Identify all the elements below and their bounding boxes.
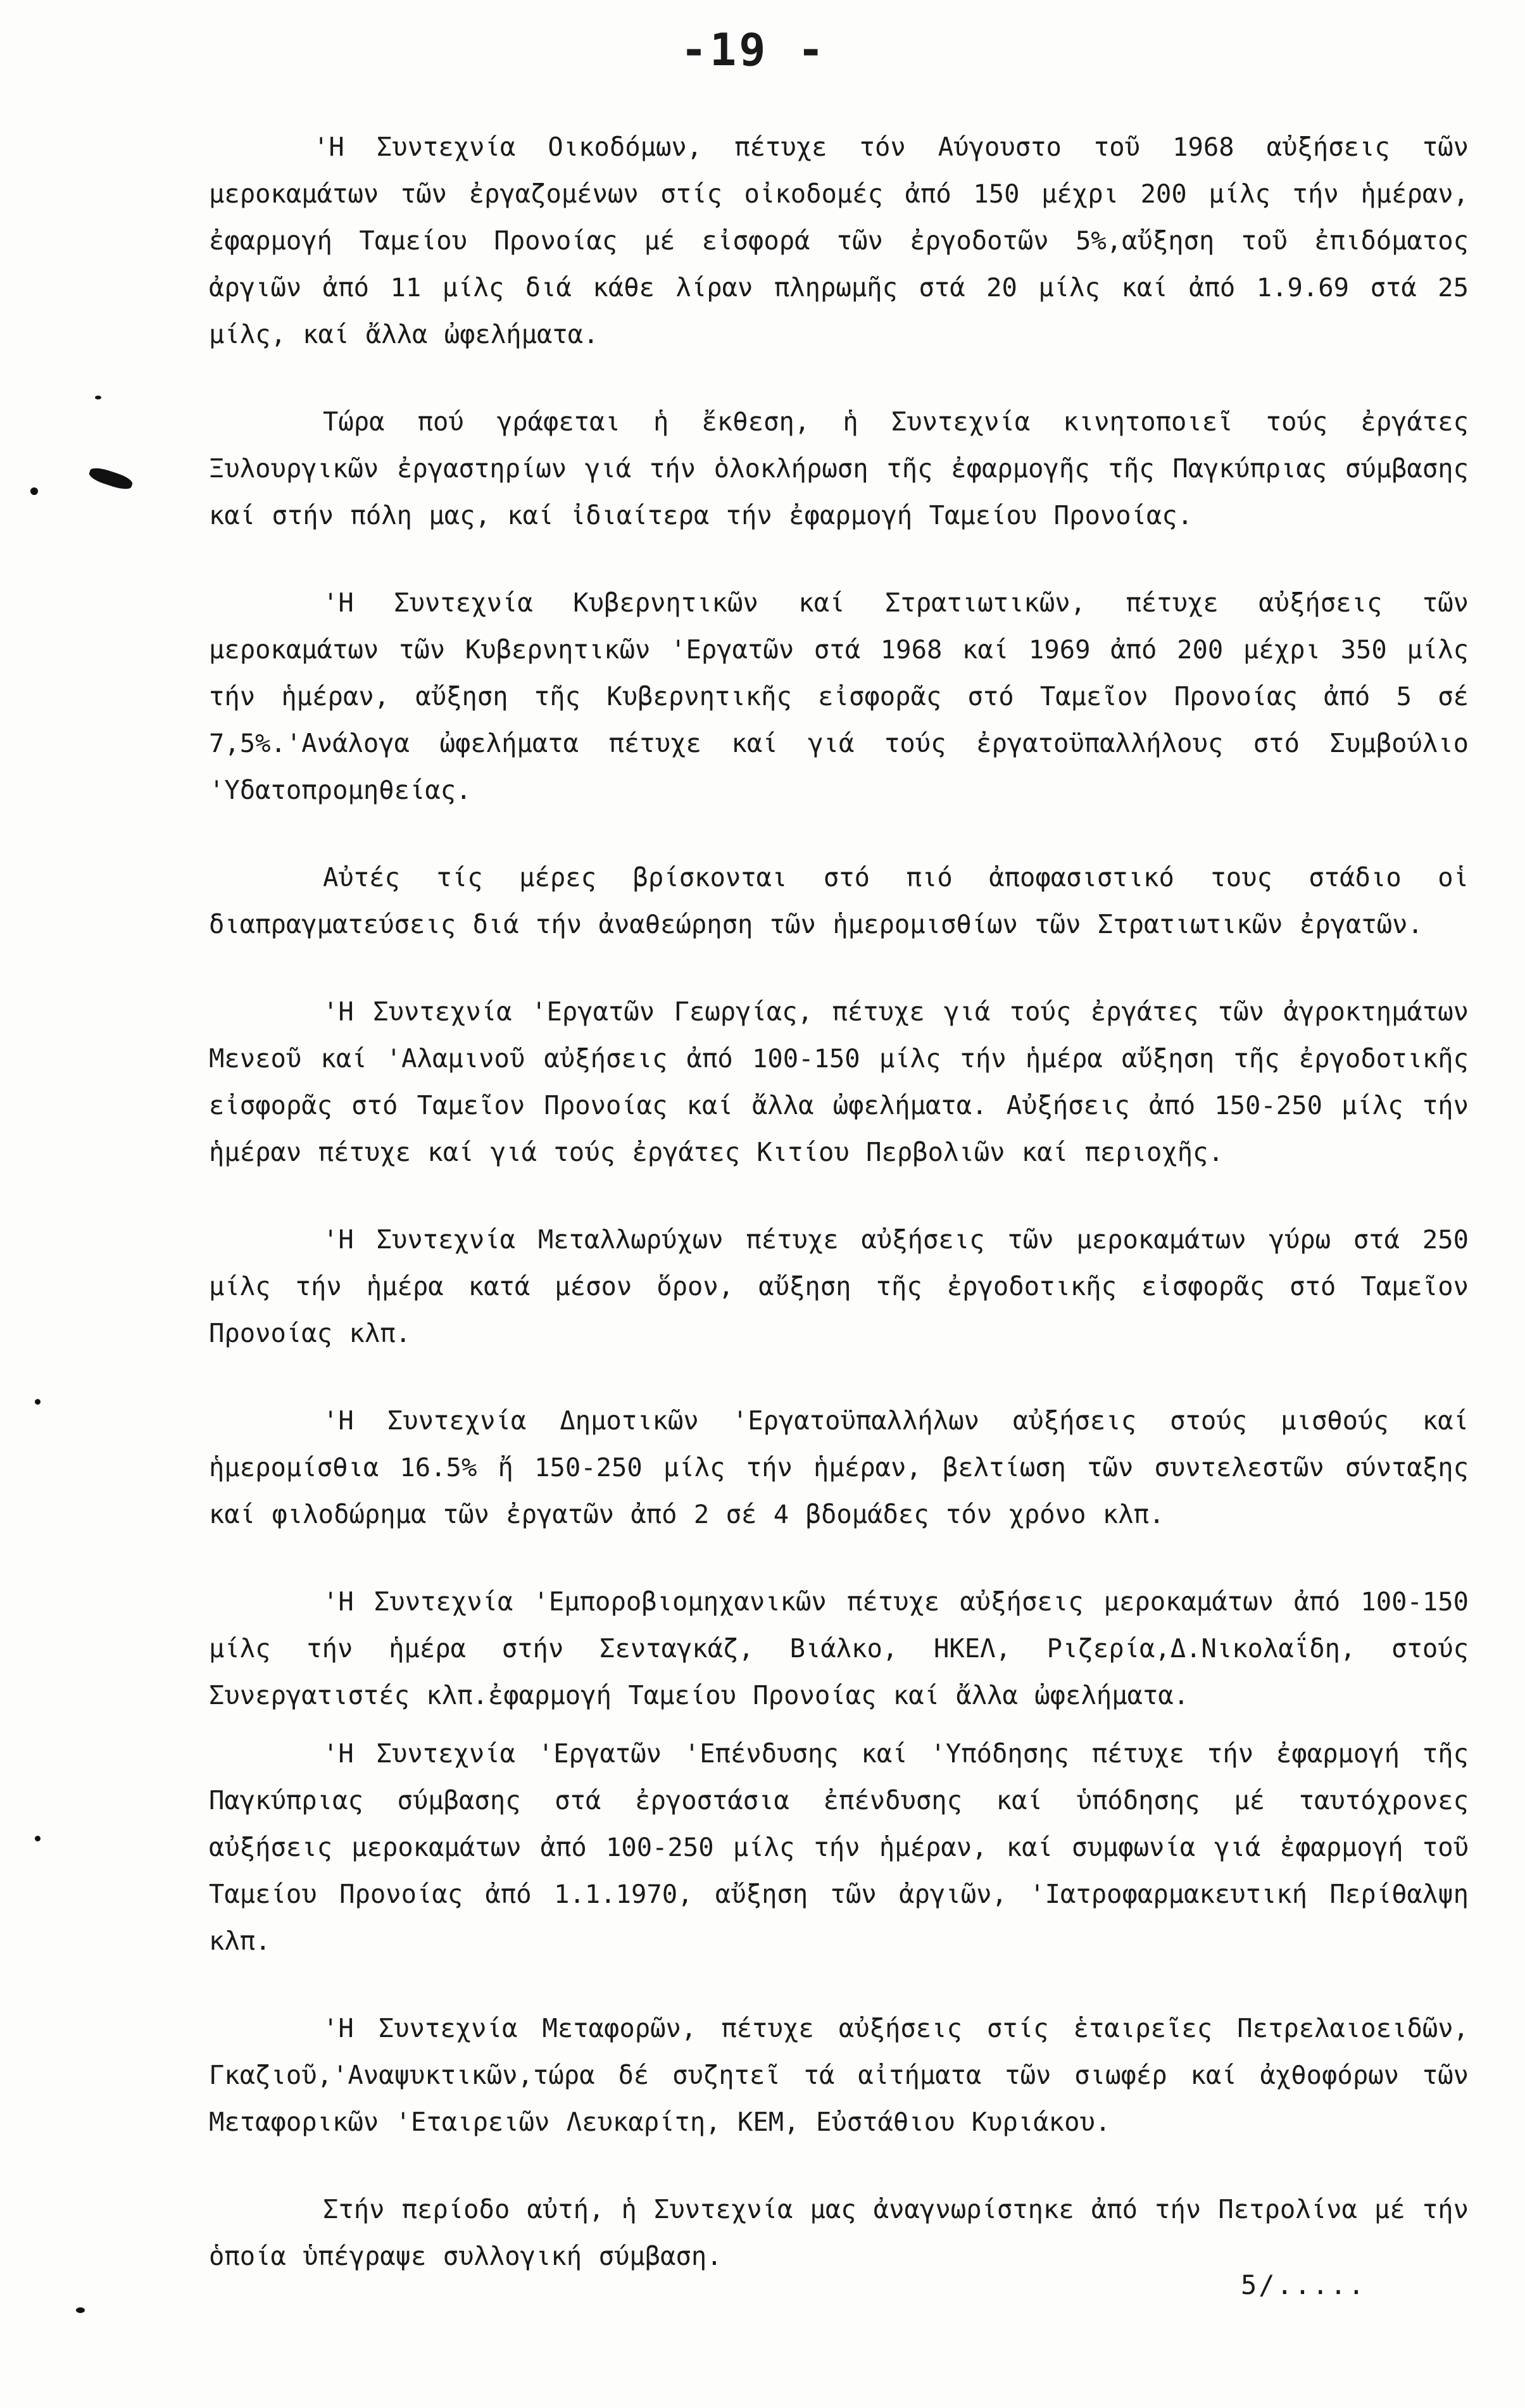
continuation-marker: 5/.....: [1241, 2269, 1367, 2300]
paragraph-military-workers-negotiations: Αὐτές τίς μέρες βρίσκονται στό πιό ἀποφασιστικό τους στάδιο οἱ διαπραγματεύσεις διά τήν ἀναθεώρηση τῶν ἡμερομισθίων τῶν Στρατιωτικῶν ἐργατῶν.: [209, 862, 1469, 939]
page-number: -19 -: [681, 24, 827, 76]
paragraph-clothing-footwear-union: 'Η Συντεχνία 'Εργατῶν 'Επένδυσης καί 'Υπόδησης πέτυχε τήν ἐφαρμογή τῆς Παγκύπριας σύμβασης στά ἐργοστάσια ἐπένδυσης καί ὑπόδησης μέ ταυτόχρονες αὐξήσεις μεροκαμάτων ἀπό 100-250 μίλς τήν ἡμέραν, καί συμφωνία γιά ἐφαρμογή τοῦ Ταμείου Προνοίας ἀπό 1.1.1970, αὔξηση τῶν ἀργιῶν, 'Ιατροφαρμακευτική Περίθαλψη κλπ.: [209, 1738, 1469, 1956]
paragraph-miners-union: 'Η Συντεχνία Μεταλλωρύχων πέτυχε αὐξήσεις τῶν μεροκαμάτων γύρω στά 250 μίλς τήν ἡμέρα κατά μέσον ὅρον, αὔξηση τῆς ἐργοδοτικῆς εἰσφορᾶς στό Ταμεῖον Προνοίας κλπ.: [209, 1224, 1469, 1348]
margin-ink-smudge: [87, 465, 134, 492]
margin-ink-mark: [95, 396, 101, 399]
margin-ink-mark: [35, 1836, 41, 1841]
paragraph-agricultural-union: 'Η Συντεχνία 'Εργατῶν Γεωργίας, πέτυχε γιά τούς ἐργάτες τῶν ἀγροκτημάτων Μενεοῦ καί 'Αλαμινοῦ αὐξήσεις ἀπό 100-150 μίλς τήν ἡμέρα αὔξηση τῆς ἐργοδοτικῆς εἰσφορᾶς στό Ταμεῖον Προνοίας καί ἄλλα ὠφελήματα. Αὐξήσεις ἀπό 150-250 μίλς τήν ἡμέραν πέτυχε καί γιά τούς ἐργάτες Κιτίου Περβολιῶν καί περιοχῆς.: [209, 996, 1469, 1167]
margin-ink-mark: [30, 487, 38, 495]
paragraph-municipal-union: 'Η Συντεχνία Δημοτικῶν 'Εργατοϋπαλλήλων αὐξήσεις στούς μισθούς καί ἡμερομίσθια 16.5% ἤ 150-250 μίλς τήν ἡμέραν, βελτίωση τῶν συντελεστῶν σύνταξης καί φιλοδώρημα τῶν ἐργατῶν ἀπό 2 σέ 4 βδομάδες τόν χρόνο κλπ.: [209, 1405, 1469, 1529]
paragraph-government-military-union: 'Η Συντεχνία Κυβερνητικῶν καί Στρατιωτικῶν, πέτυχε αὐξήσεις τῶν μεροκαμάτων τῶν Κυβερνητικῶν 'Εργατῶν στά 1968 καί 1969 ἀπό 200 μέχρι 350 μίλς τήν ἡμέραν, αὔξηση τῆς Κυβερνητικῆς εἰσφορᾶς στό Ταμεῖον Προνοίας ἀπό 5 σέ 7,5%.'Ανάλογα ὠφελήματα πέτυχε καί γιά τούς ἐργατοϋπαλλήλους στό Συμβούλιο 'Υδατοπρομηθείας.: [209, 587, 1469, 805]
paragraph-carpentry-workshops: Τώρα πού γράφεται ἡ ἔκθεση, ἡ Συντεχνία κινητοποιεῖ τούς ἐργάτες Ξυλουργικῶν ἐργαστηρίων γιά τήν ὁλοκλήρωση τῆς ἐφαρμογῆς τῆς Παγκύπριας σύμβασης καί στήν πόλη μας, καί ἰδιαίτερα τήν ἐφαρμογή Ταμείου Προνοίας.: [209, 406, 1469, 530]
body-text: [209, 123, 1469, 2320]
margin-ink-mark: [35, 1399, 41, 1405]
margin-ink-mark: [76, 2307, 85, 2313]
paragraph-petrolina-agreement: Στήν περίοδο αὐτή, ἡ Συντεχνία μας ἀναγνωρίστηκε ἀπό τήν Πετρολίνα μέ τήν ὁποία ὑπέγραψε συλλογική σύμβαση.: [209, 2194, 1469, 2271]
paragraph-construction-union: 'Η Συντεχνία Οικοδόμων, πέτυχε τόν Αύγουστο τοῦ 1968 αὐξήσεις τῶν μεροκαμάτων τῶν ἐργαζομένων στίς οἰκοδομές ἀπό 150 μέχρι 200 μίλς τήν ἡμέραν, ἐφαρμογή Ταμείου Προνοίας μέ εἰσφορά τῶν ἐργοδοτῶν 5%,αὔξηση τοῦ ἐπιδόματος ἀργιῶν ἀπό 11 μίλς διά κάθε λίραν πληρωμῆς στά 20 μίλς καί ἀπό 1.9.69 στά 25 μίλς, καί ἄλλα ὠφελήματα.: [209, 132, 1469, 349]
paragraph-transport-union: 'Η Συντεχνία Μεταφορῶν, πέτυχε αὐξήσεις στίς ἑταιρεῖες Πετρελαιοειδῶν, Γκαζιοῦ,'Αναψυκτικῶν,τώρα δέ συζητεῖ τά αἰτήματα τῶν σιωφέρ καί ἀχθοφόρων τῶν Μεταφορικῶν 'Εταιρειῶν Λευκαρίτη, ΚΕΜ, Εὐστάθιου Κυριάκου.: [209, 2013, 1469, 2137]
paragraph-commerce-industry-union: 'Η Συντεχνία 'Εμποροβιομηχανικῶν πέτυχε αὐξήσεις μεροκαμάτων ἀπό 100-150 μίλς τήν ἡμέρα στήν Σενταγκάζ, Βιάλκο, ΗΚΕΛ, Ριζερία,Δ.Νικολαΐδη, στούς Συνεργατιστές κλπ.ἐφαρμογή Ταμείου Προνοίας καί ἄλλα ὠφελήματα.: [209, 1586, 1469, 1710]
